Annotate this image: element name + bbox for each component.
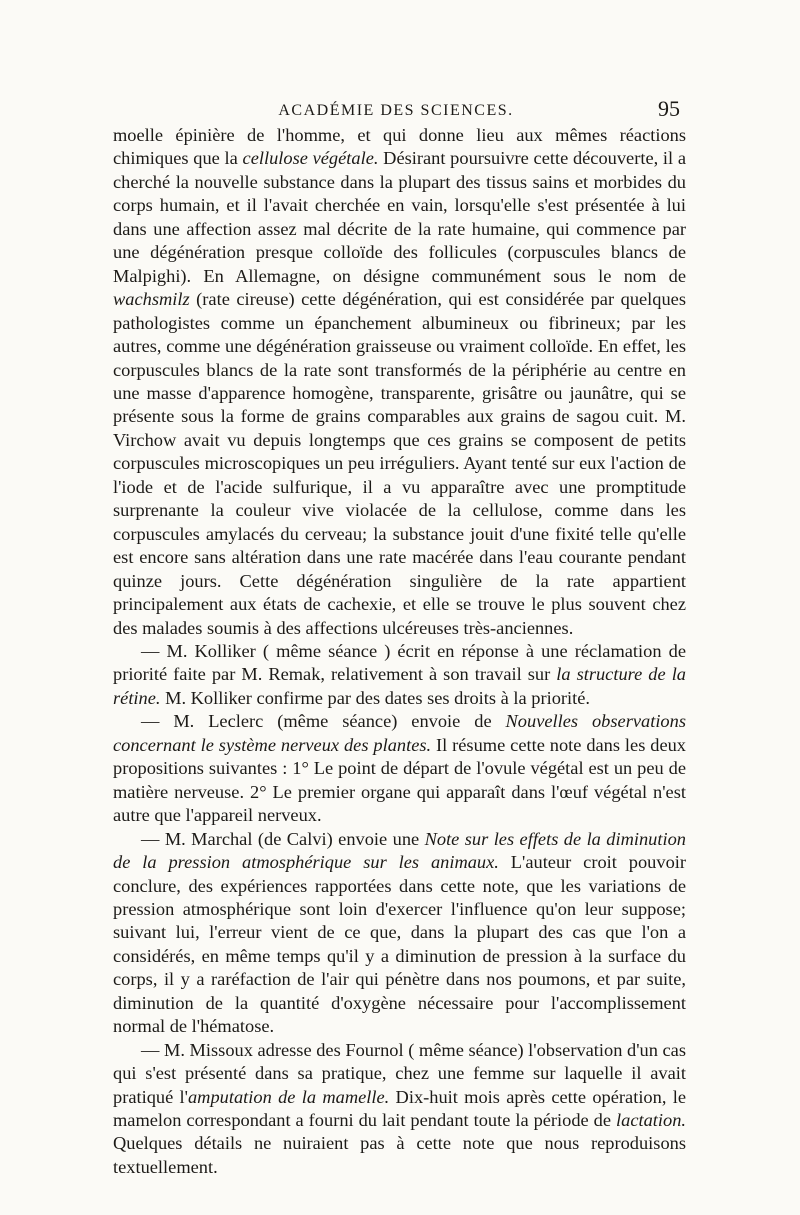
text-run: (rate cireuse) cette dégénération, qui est considérée par quelques pathologistes comme un épanchement albumineux ou fibrineux; par les autres, comme une dégénération graisseuse ou vraiment colloïde. En effet, les corpuscules blancs de la rate sont transformés de la périphérie au centre en une masse d'apparence homogène, transparente, grisâtre ou jaunâtre, qui se présente sous la forme de grains comparables aux grains de sagou cuit. M. Virchow avait vu depuis longtemps que ces grains se composent de petits corpuscules microscopiques un peu irréguliers. Ayant tenté sur eux l'action de l'iode et de l'acide sulfurique, il a vu apparaître avec une promptitude surprenante la couleur vive violacée de la cellulose, comme dans les corpuscules amylacés du cerveau; la substance jouit d'une fixité telle qu'elle est encore sans altération dans une rate macérée dans l'eau courante pendant quinze jours. Cette dégénération singulière de la rate appartient principalement aux états de cachexie, et elle se trouve le plus souvent chez des malades soumis à des affections ulcéreuses très-anciennes. xyxy=(113,289,686,638)
text-run: — M. Marchal (de Calvi) envoie une xyxy=(141,828,425,849)
italic-term: wachsmilz xyxy=(113,289,190,310)
text-run: — M. Leclerc (même séance) envoie de xyxy=(141,711,506,732)
text-run: L'auteur croit pouvoir conclure, des expériences rapportées dans cette note, que les variations de pression atmosphérique sont loin d'exercer l'influence qu'on leur suppose; suivant lui, l'erreur vient de ce que, dans la plupart des cas que l'on a considérés, en même temps qu'il y a diminution de pression à la surface du corps, il y a raréfaction de l'air qui pénètre dans nos poumons, et par suite, diminution de la quantité d'oxygène nécessaire pour l'accomplissement normal de l'hématose. xyxy=(113,852,686,1037)
text-run: — M. Missoux adresse des Fournol ( même séance) l'observation d'un cas qui s'est présenté dans sa pratique, chez une femme sur laquelle il avait pratiqué l' xyxy=(113,1039,686,1107)
text-run: Il résume cette note dans les deux propositions suivantes : 1° Le point de départ de l'ovule végétal est un peu de matière nerveuse. 2° Le premier organe qui apparaît dans l'œuf végétal n'est autre que l'appareil nerveux. xyxy=(113,734,686,826)
paragraph-leclerc xyxy=(113,710,686,827)
text-run: M. Kolliker confirme par des dates ses droits à la priorité. xyxy=(160,687,591,708)
italic-title: la structure de la rétine. xyxy=(113,664,686,708)
paragraph-virchow-cellulose xyxy=(113,124,686,640)
text-run: Dix-huit mois après cette opération, le mamelon correspondant a fourni du lait pendant toute la période de xyxy=(113,1086,686,1131)
italic-term: cellulose végétale. xyxy=(242,148,379,169)
paragraph-marchal xyxy=(113,828,686,1039)
page-body xyxy=(113,124,686,1179)
italic-title: Note sur les effets de la diminution de la pression atmosphérique sur les animaux. xyxy=(113,828,686,873)
text-run: Quelques détails ne nuiraient pas à cette note que nous reproduisons textuellement. xyxy=(113,1133,686,1177)
paragraph-missoux xyxy=(113,1039,686,1180)
italic-term: lactation. xyxy=(616,1110,686,1131)
text-run: moelle épinière de l'homme, et qui donne lieu aux mêmes réactions chimiques que la xyxy=(113,125,686,169)
page-number: 95 xyxy=(658,96,680,121)
text-run: Désirant poursuivre cette découverte, il a cherché la nouvelle substance dans la plupart des tissus sains et morbides du corps humain, et il l'avait cherchée en vain, lorsqu'elle s'est présentée à lui dans une affection assez mal décrite de la rate humaine, qui commence par une dégénération presque colloïde des follicules (corpuscules blancs de Malpighi). En Allemagne, on désigne communément sous le nom de xyxy=(113,148,686,286)
text-run: — M. Kolliker ( même séance ) écrit en réponse à une réclamation de priorité faite par M. Remak, relativement à son travail sur xyxy=(113,640,686,685)
running-title: ACADÉMIE DES SCIENCES. xyxy=(278,102,514,119)
italic-title: Nouvelles observations concernant le système nerveux des plantes. xyxy=(113,711,686,755)
italic-term: amputation de la mamelle. xyxy=(187,1086,390,1107)
paragraph-kolliker xyxy=(113,640,686,710)
